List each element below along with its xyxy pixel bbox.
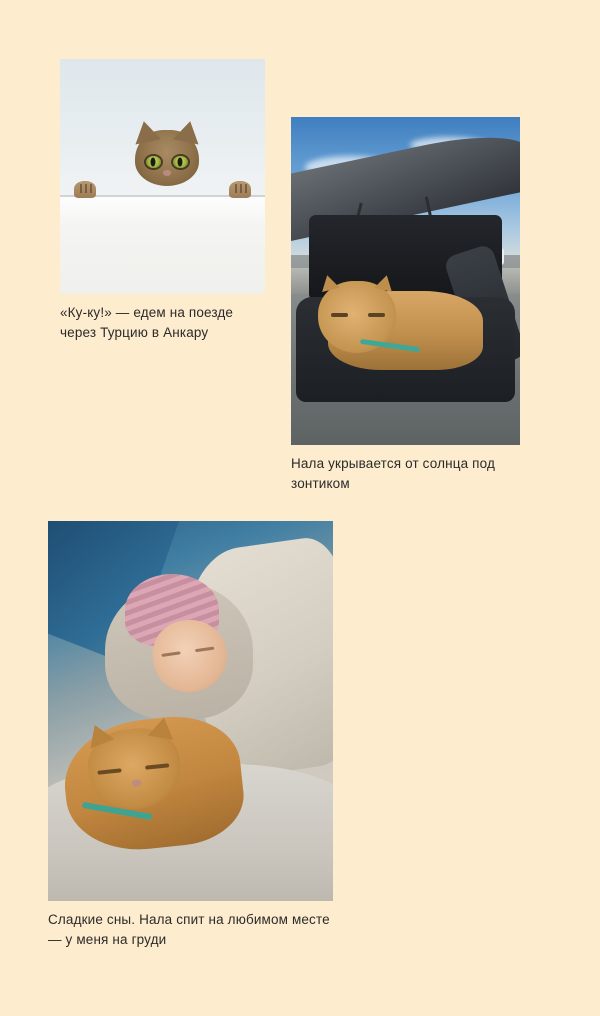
man-eye-right xyxy=(196,647,215,653)
cat-paw-left xyxy=(74,181,96,198)
man-eye-left xyxy=(162,651,181,657)
cat-ear-right-icon xyxy=(147,715,176,739)
photo-block-train xyxy=(60,59,265,342)
cat-ear-left-icon xyxy=(319,273,340,292)
cat-peeking-over-ledge-photo xyxy=(60,59,265,294)
train-ledge xyxy=(60,195,265,294)
cat-pupil-left xyxy=(151,157,156,166)
cat-pupil-right xyxy=(178,157,183,166)
photo-caption-glider: Нала укрывается от солнца под зонтиком xyxy=(291,456,496,491)
cat-nose xyxy=(132,779,143,787)
cat-eye-right xyxy=(173,156,188,168)
cat-nose xyxy=(163,170,171,176)
man-and-cat-sleeping-in-tent-photo xyxy=(48,521,333,901)
cat-eye-left xyxy=(331,313,348,317)
photo-block-glider xyxy=(291,117,520,493)
cat-head xyxy=(84,724,184,813)
cat-resting-in-paraglider-photo xyxy=(291,117,520,445)
cat-ear-right-icon xyxy=(173,118,203,144)
cat-eye-left xyxy=(97,768,121,774)
photo-caption-tent: Сладкие сны. Нала спит на любимом месте — у меня на груди xyxy=(48,912,330,947)
cat-eye-right xyxy=(145,763,169,769)
cat-paw-right xyxy=(229,181,251,198)
cat-ear-left-icon xyxy=(131,118,161,144)
photo-caption-train: «Ку-ку!» — едем на поезде через Турцию в Анкару xyxy=(60,305,234,340)
cat-head xyxy=(135,130,199,186)
cat-eye-right xyxy=(368,313,385,317)
photo-block-tent xyxy=(48,521,333,949)
cat-eye-left xyxy=(146,156,161,168)
